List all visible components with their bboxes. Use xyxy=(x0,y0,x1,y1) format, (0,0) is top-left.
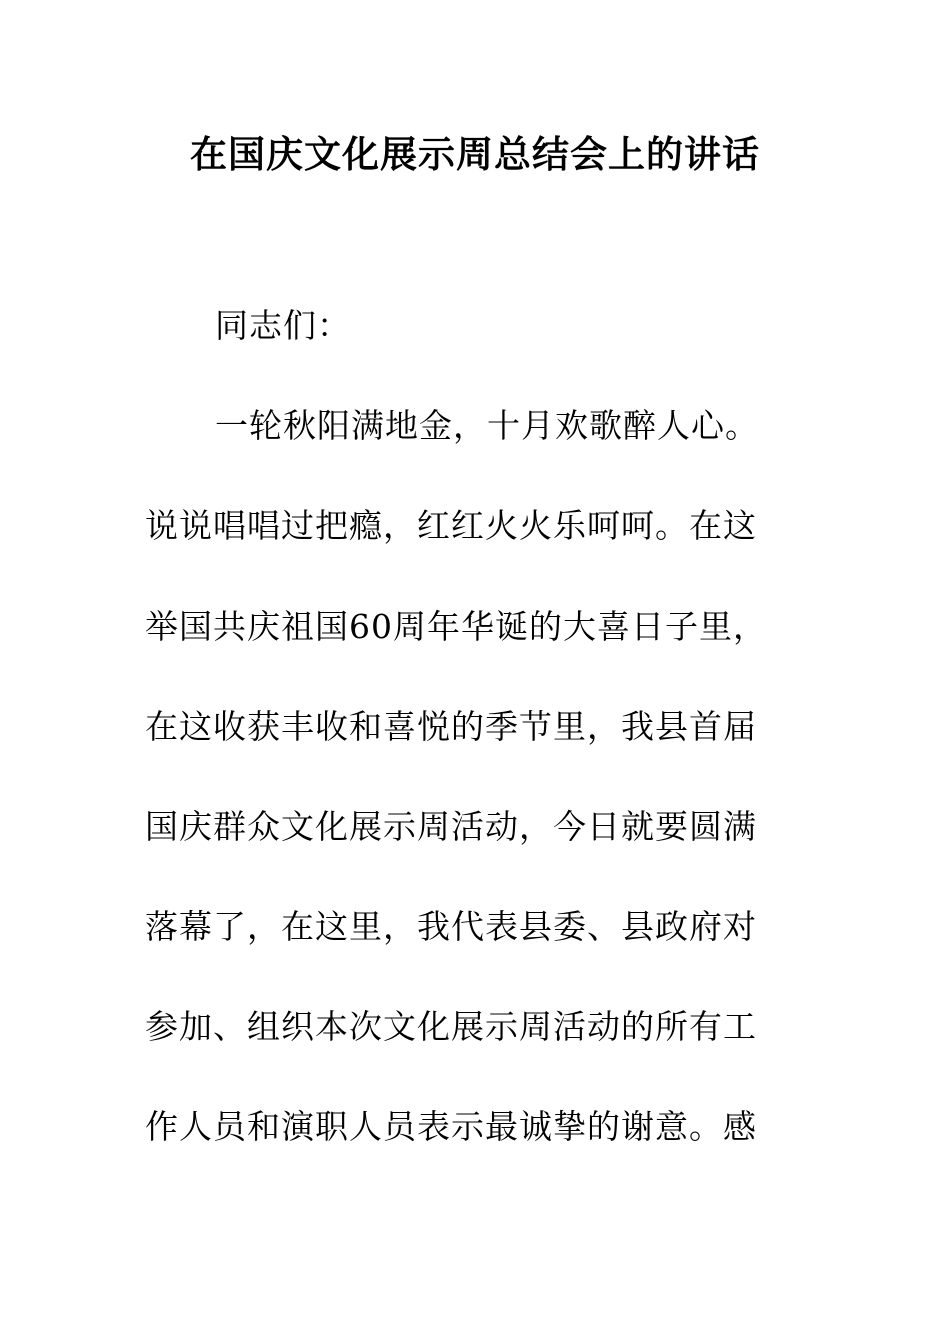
paragraph-line: 作人员和演职人员表示最诚挚的谢意。感 xyxy=(145,1107,757,1146)
salutation: 同志们： xyxy=(215,306,351,345)
paragraph-line: 国庆群众文化展示周活动，今日就要圆满 xyxy=(145,807,757,846)
document-title: 在国庆文化展示周总结会上的讲话 xyxy=(190,132,760,176)
paragraph-line: 说说唱唱过把瘾，红红火火乐呵呵。在这 xyxy=(145,506,757,545)
paragraph-line: 落幕了，在这里，我代表县委、县政府对 xyxy=(145,907,757,946)
paragraph-line: 在这收获丰收和喜悦的季节里，我县首届 xyxy=(145,707,757,746)
paragraph-line: 参加、组织本次文化展示周活动的所有工 xyxy=(145,1007,757,1046)
paragraph-line: 一轮秋阳满地金，十月欢歌醉人心。 xyxy=(215,406,759,445)
paragraph-line: 举国共庆祖国60周年华诞的大喜日子里， xyxy=(145,607,767,646)
